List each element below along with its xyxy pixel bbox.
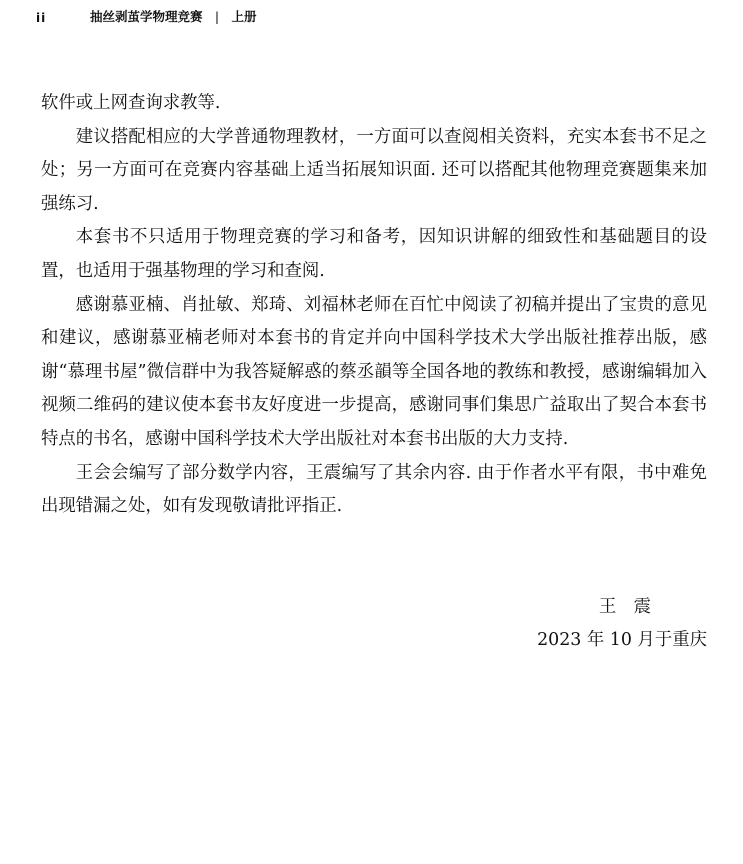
paragraph-applicability: 本套书不只适用于物理竞赛的学习和备考，因知识讲解的细致性和基础题目的设置，也适用于强基物理的学习和查阅. [41,227,707,281]
paragraph-acknowledgements: 感谢慕亚楠、肖扯敏、郑琦、刘福林老师在百忙中阅读了初稿并提出了宝贵的意见和建议，感谢慕亚楠老师对本套书的肯定并向中国科学技术大学出版社推荐出版，感谢“慕理书屋”微信群中为我答疑解惑的蔡丞韻等全国各地的教练和教授，感谢编辑加入视频二维码的建议使本套书友好度进一步提高，感谢同事们集思广益取出了契合本套书特点的书名，感谢中国科学技术大学出版社对本套书出版的大力支持. [41,294,707,449]
paragraph-textbook-suggestion: 建议搭配相应的大学普通物理教材，一方面可以查阅相关资料，充实本套书不足之处；另一方面可在竞赛内容基础上适当拓展知识面. 还可以搭配其他物理竞赛题集来加强练习. [41,126,707,214]
preface-body [41,87,707,524]
book-title: 抽丝剥茧学物理竞赛 [90,9,203,24]
author-signature: 王 震 [598,597,651,617]
volume-label: 上册 [231,9,257,24]
header-separator: | [214,9,220,24]
running-head [90,9,256,25]
date-place: 2023 年 10 月于重庆 [537,630,707,650]
page-number: ii [36,11,47,25]
paragraph-authorship: 王会会编写了部分数学内容，王震编写了其余内容. 由于作者水平有限，书中难免出现错漏之处，如有发现敬请批评指正. [41,462,707,517]
page-header [0,0,743,30]
paragraph-continuation: 软件或上网查询求教等. [41,93,221,113]
